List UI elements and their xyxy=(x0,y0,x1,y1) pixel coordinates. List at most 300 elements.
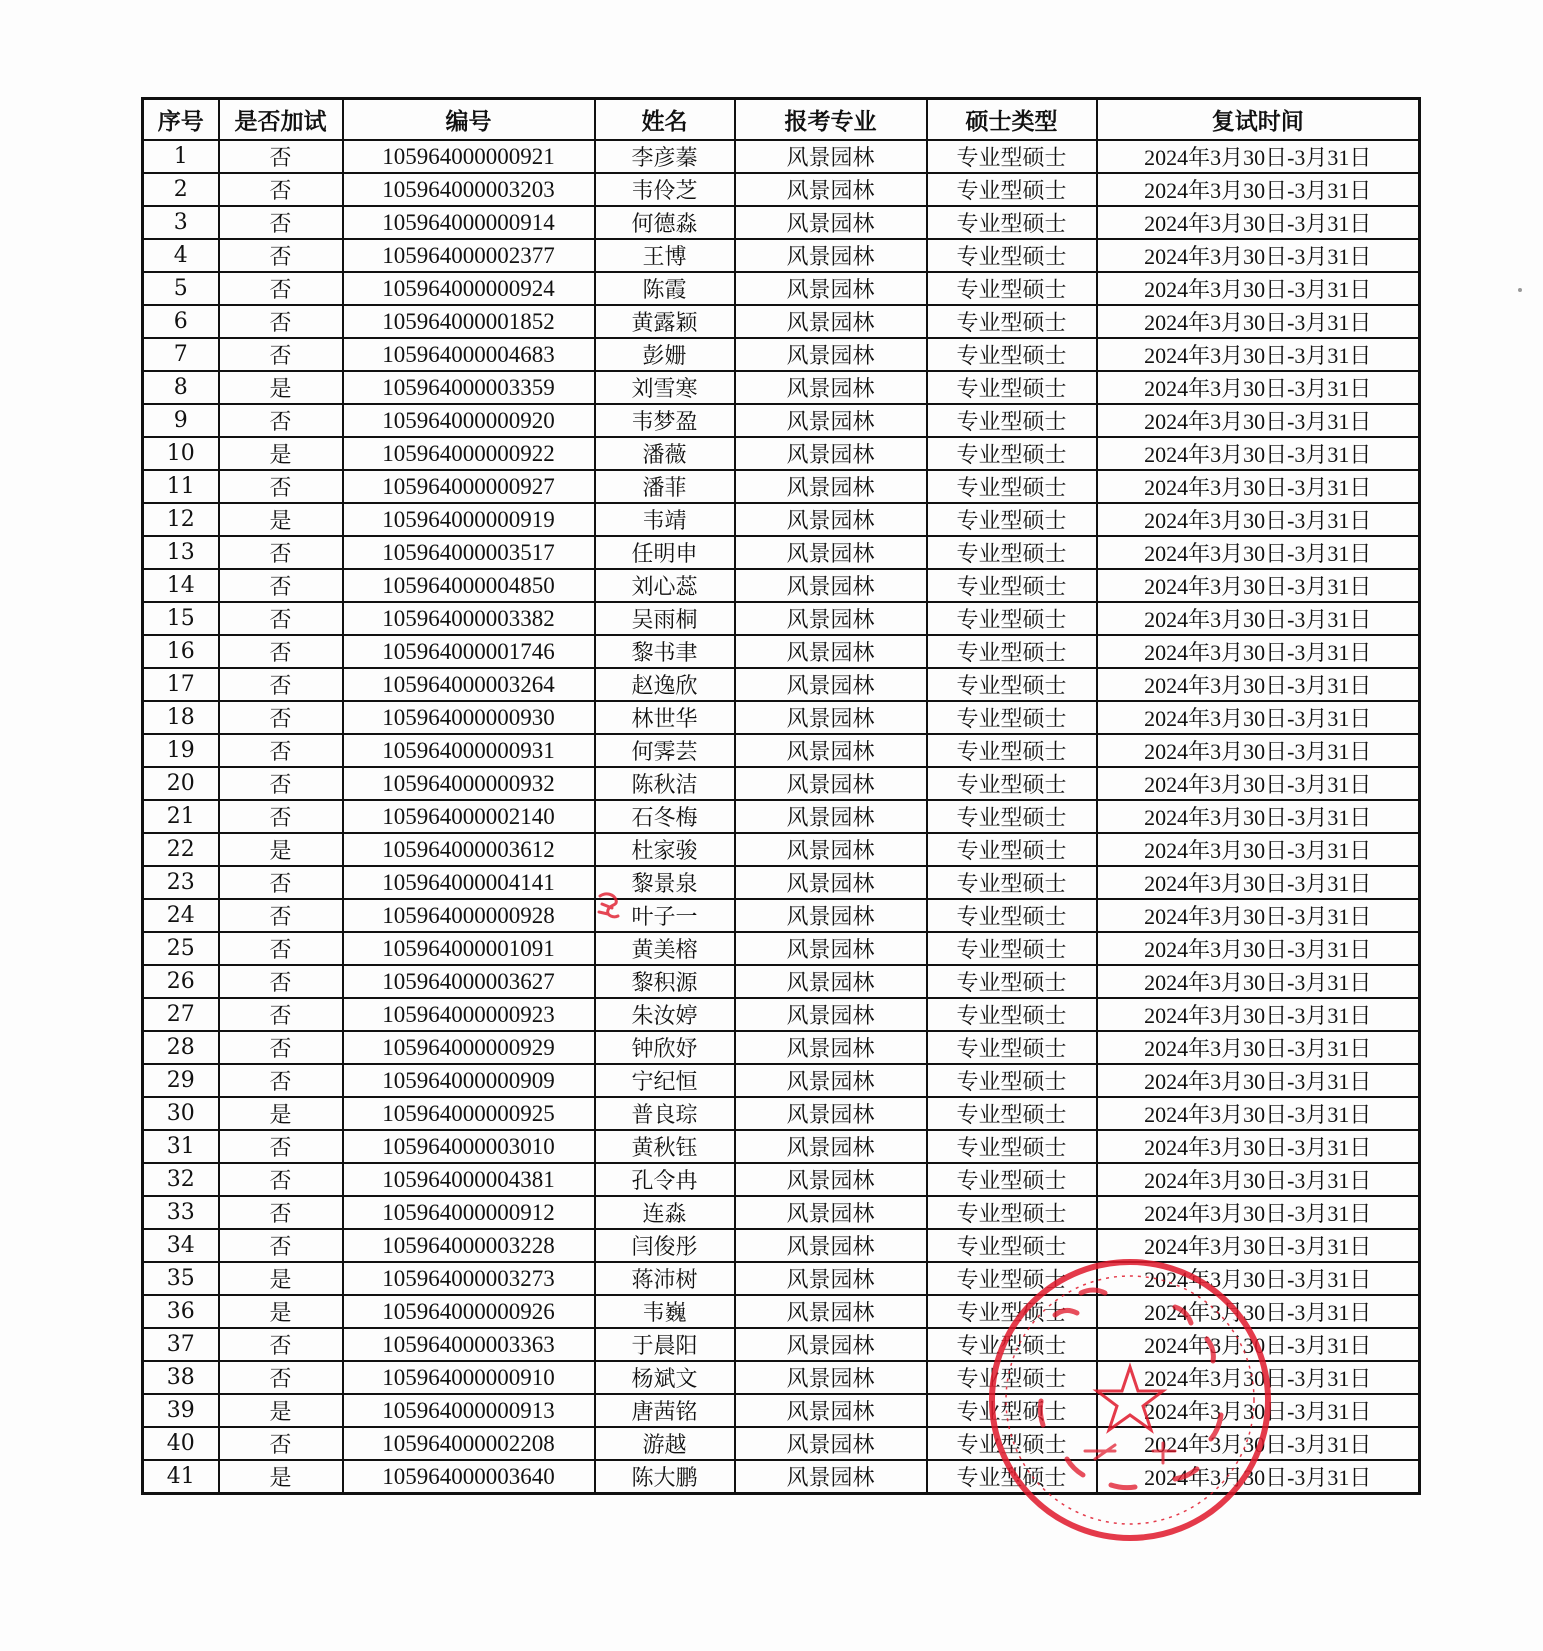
cell-name: 黎积源 xyxy=(595,965,735,998)
cell-index: 1 xyxy=(143,140,219,173)
cell-degree-type: 专业型硕士 xyxy=(927,1229,1097,1262)
cell-name: 黄秋钰 xyxy=(595,1130,735,1163)
table-row xyxy=(143,272,1420,305)
cell-major: 风景园林 xyxy=(735,767,927,800)
cell-major: 风景园林 xyxy=(735,734,927,767)
cell-index: 2 xyxy=(143,173,219,206)
cell-interview-time: 2024年3月30日-3月31日 xyxy=(1097,1229,1420,1262)
cell-id: 105964000001852 xyxy=(343,305,595,338)
cell-major: 风景园林 xyxy=(735,1097,927,1130)
table-row xyxy=(143,1031,1420,1064)
cell-name: 黎景泉 xyxy=(595,866,735,899)
cell-name: 韦伶芝 xyxy=(595,173,735,206)
table-row xyxy=(143,1163,1420,1196)
cell-interview-time: 2024年3月30日-3月31日 xyxy=(1097,833,1420,866)
cell-id: 105964000000923 xyxy=(343,998,595,1031)
cell-index: 19 xyxy=(143,734,219,767)
cell-name: 刘心蕊 xyxy=(595,569,735,602)
cell-major: 风景园林 xyxy=(735,1427,927,1460)
cell-index: 25 xyxy=(143,932,219,965)
cell-degree-type: 专业型硕士 xyxy=(927,767,1097,800)
cell-index: 18 xyxy=(143,701,219,734)
cell-major: 风景园林 xyxy=(735,932,927,965)
header-interview-time: 复试时间 xyxy=(1097,99,1420,141)
cell-extra-exam: 否 xyxy=(219,569,343,602)
cell-name: 潘薇 xyxy=(595,437,735,470)
table-row xyxy=(143,206,1420,239)
cell-major: 风景园林 xyxy=(735,272,927,305)
cell-interview-time: 2024年3月30日-3月31日 xyxy=(1097,602,1420,635)
cell-degree-type: 专业型硕士 xyxy=(927,833,1097,866)
cell-interview-time: 2024年3月30日-3月31日 xyxy=(1097,173,1420,206)
cell-interview-time: 2024年3月30日-3月31日 xyxy=(1097,140,1420,173)
cell-major: 风景园林 xyxy=(735,1163,927,1196)
cell-name: 黄美榕 xyxy=(595,932,735,965)
table-row xyxy=(143,932,1420,965)
cell-id: 105964000003640 xyxy=(343,1460,595,1494)
cell-extra-exam: 否 xyxy=(219,1196,343,1229)
cell-interview-time: 2024年3月30日-3月31日 xyxy=(1097,1460,1420,1494)
cell-degree-type: 专业型硕士 xyxy=(927,635,1097,668)
table-row xyxy=(143,437,1420,470)
cell-extra-exam: 否 xyxy=(219,668,343,701)
cell-degree-type: 专业型硕士 xyxy=(927,272,1097,305)
cell-degree-type: 专业型硕士 xyxy=(927,668,1097,701)
cell-name: 韦靖 xyxy=(595,503,735,536)
cell-degree-type: 专业型硕士 xyxy=(927,206,1097,239)
cell-name: 吴雨桐 xyxy=(595,602,735,635)
cell-extra-exam: 否 xyxy=(219,272,343,305)
cell-name: 闫俊彤 xyxy=(595,1229,735,1262)
cell-index: 12 xyxy=(143,503,219,536)
cell-name: 朱汝婷 xyxy=(595,998,735,1031)
cell-index: 32 xyxy=(143,1163,219,1196)
cell-major: 风景园林 xyxy=(735,1229,927,1262)
cell-interview-time: 2024年3月30日-3月31日 xyxy=(1097,701,1420,734)
cell-id: 105964000002140 xyxy=(343,800,595,833)
cell-extra-exam: 否 xyxy=(219,470,343,503)
cell-id: 105964000000927 xyxy=(343,470,595,503)
table-row xyxy=(143,1394,1420,1427)
cell-degree-type: 专业型硕士 xyxy=(927,1130,1097,1163)
cell-index: 35 xyxy=(143,1262,219,1295)
cell-major: 风景园林 xyxy=(735,1064,927,1097)
cell-degree-type: 专业型硕士 xyxy=(927,503,1097,536)
cell-major: 风景园林 xyxy=(735,536,927,569)
cell-name: 黎书聿 xyxy=(595,635,735,668)
cell-major: 风景园林 xyxy=(735,899,927,932)
cell-degree-type: 专业型硕士 xyxy=(927,470,1097,503)
cell-major: 风景园林 xyxy=(735,1031,927,1064)
cell-extra-exam: 否 xyxy=(219,206,343,239)
cell-id: 105964000000910 xyxy=(343,1361,595,1394)
cell-extra-exam: 否 xyxy=(219,536,343,569)
table-row xyxy=(143,635,1420,668)
cell-major: 风景园林 xyxy=(735,1328,927,1361)
cell-name: 韦巍 xyxy=(595,1295,735,1328)
cell-name: 王博 xyxy=(595,239,735,272)
table-header-row xyxy=(143,99,1420,141)
cell-interview-time: 2024年3月30日-3月31日 xyxy=(1097,734,1420,767)
cell-id: 105964000000920 xyxy=(343,404,595,437)
cell-extra-exam: 否 xyxy=(219,239,343,272)
cell-id: 105964000000931 xyxy=(343,734,595,767)
cell-index: 21 xyxy=(143,800,219,833)
header-major: 报考专业 xyxy=(735,99,927,141)
cell-id: 105964000003359 xyxy=(343,371,595,404)
cell-interview-time: 2024年3月30日-3月31日 xyxy=(1097,767,1420,800)
cell-interview-time: 2024年3月30日-3月31日 xyxy=(1097,536,1420,569)
cell-name: 杨斌文 xyxy=(595,1361,735,1394)
cell-extra-exam: 否 xyxy=(219,635,343,668)
cell-index: 23 xyxy=(143,866,219,899)
cell-interview-time: 2024年3月30日-3月31日 xyxy=(1097,932,1420,965)
cell-id: 105964000000914 xyxy=(343,206,595,239)
cell-id: 105964000004683 xyxy=(343,338,595,371)
cell-extra-exam: 否 xyxy=(219,1427,343,1460)
cell-extra-exam: 否 xyxy=(219,1361,343,1394)
cell-extra-exam: 否 xyxy=(219,800,343,833)
cell-degree-type: 专业型硕士 xyxy=(927,1262,1097,1295)
table-row xyxy=(143,1361,1420,1394)
cell-major: 风景园林 xyxy=(735,1394,927,1427)
cell-id: 105964000001746 xyxy=(343,635,595,668)
table-row xyxy=(143,371,1420,404)
cell-extra-exam: 是 xyxy=(219,1460,343,1494)
cell-interview-time: 2024年3月30日-3月31日 xyxy=(1097,272,1420,305)
header-index: 序号 xyxy=(143,99,219,141)
cell-degree-type: 专业型硕士 xyxy=(927,1295,1097,1328)
table-row xyxy=(143,1064,1420,1097)
cell-degree-type: 专业型硕士 xyxy=(927,1064,1097,1097)
cell-major: 风景园林 xyxy=(735,1361,927,1394)
cell-interview-time: 2024年3月30日-3月31日 xyxy=(1097,1394,1420,1427)
cell-index: 33 xyxy=(143,1196,219,1229)
table-row xyxy=(143,1295,1420,1328)
cell-id: 105964000004381 xyxy=(343,1163,595,1196)
cell-id: 105964000002377 xyxy=(343,239,595,272)
table-row xyxy=(143,965,1420,998)
table-row xyxy=(143,1097,1420,1130)
cell-index: 26 xyxy=(143,965,219,998)
cell-name: 赵逸欣 xyxy=(595,668,735,701)
cell-id: 105964000003382 xyxy=(343,602,595,635)
cell-name: 孔令冉 xyxy=(595,1163,735,1196)
cell-index: 41 xyxy=(143,1460,219,1494)
cell-name: 林世华 xyxy=(595,701,735,734)
cell-interview-time: 2024年3月30日-3月31日 xyxy=(1097,1427,1420,1460)
cell-extra-exam: 是 xyxy=(219,1262,343,1295)
table-row xyxy=(143,899,1420,932)
table-row xyxy=(143,1196,1420,1229)
cell-extra-exam: 否 xyxy=(219,932,343,965)
cell-extra-exam: 是 xyxy=(219,503,343,536)
cell-major: 风景园林 xyxy=(735,239,927,272)
cell-index: 6 xyxy=(143,305,219,338)
cell-degree-type: 专业型硕士 xyxy=(927,734,1097,767)
cell-extra-exam: 否 xyxy=(219,1130,343,1163)
table-row xyxy=(143,1130,1420,1163)
cell-index: 5 xyxy=(143,272,219,305)
cell-extra-exam: 否 xyxy=(219,1031,343,1064)
cell-extra-exam: 否 xyxy=(219,602,343,635)
cell-major: 风景园林 xyxy=(735,437,927,470)
cell-degree-type: 专业型硕士 xyxy=(927,701,1097,734)
header-id: 编号 xyxy=(343,99,595,141)
cell-name: 连淼 xyxy=(595,1196,735,1229)
cell-interview-time: 2024年3月30日-3月31日 xyxy=(1097,965,1420,998)
cell-major: 风景园林 xyxy=(735,965,927,998)
cell-extra-exam: 是 xyxy=(219,833,343,866)
cell-degree-type: 专业型硕士 xyxy=(927,338,1097,371)
cell-major: 风景园林 xyxy=(735,470,927,503)
cell-name: 普良琮 xyxy=(595,1097,735,1130)
cell-index: 29 xyxy=(143,1064,219,1097)
cell-extra-exam: 否 xyxy=(219,1229,343,1262)
cell-index: 40 xyxy=(143,1427,219,1460)
cell-name: 蒋沛树 xyxy=(595,1262,735,1295)
cell-extra-exam: 否 xyxy=(219,899,343,932)
cell-extra-exam: 是 xyxy=(219,1097,343,1130)
cell-extra-exam: 否 xyxy=(219,1328,343,1361)
cell-degree-type: 专业型硕士 xyxy=(927,404,1097,437)
cell-id: 105964000001091 xyxy=(343,932,595,965)
cell-id: 105964000002208 xyxy=(343,1427,595,1460)
table-row xyxy=(143,569,1420,602)
cell-id: 105964000000930 xyxy=(343,701,595,734)
cell-extra-exam: 否 xyxy=(219,1163,343,1196)
cell-name: 宁纪恒 xyxy=(595,1064,735,1097)
cell-id: 105964000000924 xyxy=(343,272,595,305)
cell-name: 唐茜铭 xyxy=(595,1394,735,1427)
cell-id: 105964000000926 xyxy=(343,1295,595,1328)
cell-interview-time: 2024年3月30日-3月31日 xyxy=(1097,1130,1420,1163)
cell-extra-exam: 是 xyxy=(219,1394,343,1427)
header-name: 姓名 xyxy=(595,99,735,141)
table-row xyxy=(143,1229,1420,1262)
cell-major: 风景园林 xyxy=(735,404,927,437)
cell-index: 4 xyxy=(143,239,219,272)
table-row xyxy=(143,602,1420,635)
cell-interview-time: 2024年3月30日-3月31日 xyxy=(1097,899,1420,932)
cell-name: 陈秋洁 xyxy=(595,767,735,800)
table-row xyxy=(143,1460,1420,1494)
cell-major: 风景园林 xyxy=(735,668,927,701)
cell-degree-type: 专业型硕士 xyxy=(927,1031,1097,1064)
cell-index: 22 xyxy=(143,833,219,866)
cell-id: 105964000003363 xyxy=(343,1328,595,1361)
table-row xyxy=(143,503,1420,536)
cell-interview-time: 2024年3月30日-3月31日 xyxy=(1097,305,1420,338)
cell-degree-type: 专业型硕士 xyxy=(927,239,1097,272)
cell-name: 彭姗 xyxy=(595,338,735,371)
cell-major: 风景园林 xyxy=(735,140,927,173)
cell-degree-type: 专业型硕士 xyxy=(927,1427,1097,1460)
cell-degree-type: 专业型硕士 xyxy=(927,899,1097,932)
cell-major: 风景园林 xyxy=(735,173,927,206)
table-row xyxy=(143,338,1420,371)
cell-major: 风景园林 xyxy=(735,338,927,371)
cell-index: 20 xyxy=(143,767,219,800)
cell-interview-time: 2024年3月30日-3月31日 xyxy=(1097,371,1420,404)
cell-extra-exam: 否 xyxy=(219,866,343,899)
cell-index: 36 xyxy=(143,1295,219,1328)
cell-degree-type: 专业型硕士 xyxy=(927,932,1097,965)
cell-interview-time: 2024年3月30日-3月31日 xyxy=(1097,998,1420,1031)
cell-degree-type: 专业型硕士 xyxy=(927,1361,1097,1394)
cell-major: 风景园林 xyxy=(735,206,927,239)
cell-major: 风景园林 xyxy=(735,1196,927,1229)
table-row xyxy=(143,470,1420,503)
cell-index: 15 xyxy=(143,602,219,635)
cell-extra-exam: 是 xyxy=(219,1295,343,1328)
cell-interview-time: 2024年3月30日-3月31日 xyxy=(1097,1097,1420,1130)
table-row xyxy=(143,173,1420,206)
cell-major: 风景园林 xyxy=(735,503,927,536)
cell-name: 李彦蓁 xyxy=(595,140,735,173)
cell-extra-exam: 否 xyxy=(219,140,343,173)
cell-interview-time: 2024年3月30日-3月31日 xyxy=(1097,503,1420,536)
table-row xyxy=(143,998,1420,1031)
cell-interview-time: 2024年3月30日-3月31日 xyxy=(1097,206,1420,239)
cell-interview-time: 2024年3月30日-3月31日 xyxy=(1097,635,1420,668)
cell-major: 风景园林 xyxy=(735,1262,927,1295)
cell-major: 风景园林 xyxy=(735,1460,927,1494)
cell-degree-type: 专业型硕士 xyxy=(927,602,1097,635)
cell-name: 何霁芸 xyxy=(595,734,735,767)
scan-speck xyxy=(1518,288,1522,292)
cell-extra-exam: 否 xyxy=(219,173,343,206)
cell-degree-type: 专业型硕士 xyxy=(927,965,1097,998)
cell-id: 105964000004141 xyxy=(343,866,595,899)
cell-index: 13 xyxy=(143,536,219,569)
cell-degree-type: 专业型硕士 xyxy=(927,1394,1097,1427)
cell-interview-time: 2024年3月30日-3月31日 xyxy=(1097,569,1420,602)
cell-degree-type: 专业型硕士 xyxy=(927,569,1097,602)
table-row xyxy=(143,701,1420,734)
cell-id: 105964000003627 xyxy=(343,965,595,998)
cell-extra-exam: 否 xyxy=(219,998,343,1031)
cell-id: 105964000003264 xyxy=(343,668,595,701)
cell-interview-time: 2024年3月30日-3月31日 xyxy=(1097,470,1420,503)
cell-interview-time: 2024年3月30日-3月31日 xyxy=(1097,1361,1420,1394)
table-row xyxy=(143,734,1420,767)
table-row xyxy=(143,140,1420,173)
cell-interview-time: 2024年3月30日-3月31日 xyxy=(1097,1064,1420,1097)
cell-interview-time: 2024年3月30日-3月31日 xyxy=(1097,668,1420,701)
cell-degree-type: 专业型硕士 xyxy=(927,1163,1097,1196)
cell-degree-type: 专业型硕士 xyxy=(927,998,1097,1031)
cell-name: 游越 xyxy=(595,1427,735,1460)
cell-id: 105964000000928 xyxy=(343,899,595,932)
cell-major: 风景园林 xyxy=(735,305,927,338)
table-body xyxy=(143,140,1420,1494)
cell-major: 风景园林 xyxy=(735,866,927,899)
table-row xyxy=(143,239,1420,272)
cell-extra-exam: 否 xyxy=(219,965,343,998)
cell-interview-time: 2024年3月30日-3月31日 xyxy=(1097,1262,1420,1295)
cell-degree-type: 专业型硕士 xyxy=(927,1097,1097,1130)
cell-interview-time: 2024年3月30日-3月31日 xyxy=(1097,437,1420,470)
cell-degree-type: 专业型硕士 xyxy=(927,140,1097,173)
cell-index: 30 xyxy=(143,1097,219,1130)
cell-interview-time: 2024年3月30日-3月31日 xyxy=(1097,239,1420,272)
cell-interview-time: 2024年3月30日-3月31日 xyxy=(1097,866,1420,899)
cell-index: 27 xyxy=(143,998,219,1031)
cell-id: 105964000000919 xyxy=(343,503,595,536)
cell-id: 105964000000909 xyxy=(343,1064,595,1097)
cell-id: 105964000000929 xyxy=(343,1031,595,1064)
table-row xyxy=(143,404,1420,437)
cell-degree-type: 专业型硕士 xyxy=(927,371,1097,404)
cell-id: 105964000004850 xyxy=(343,569,595,602)
cell-id: 105964000000932 xyxy=(343,767,595,800)
table-row xyxy=(143,1262,1420,1295)
cell-index: 38 xyxy=(143,1361,219,1394)
cell-major: 风景园林 xyxy=(735,800,927,833)
cell-index: 10 xyxy=(143,437,219,470)
cell-degree-type: 专业型硕士 xyxy=(927,437,1097,470)
cell-interview-time: 2024年3月30日-3月31日 xyxy=(1097,404,1420,437)
cell-major: 风景园林 xyxy=(735,635,927,668)
cell-id: 105964000000922 xyxy=(343,437,595,470)
cell-extra-exam: 否 xyxy=(219,1064,343,1097)
cell-name: 潘菲 xyxy=(595,470,735,503)
cell-interview-time: 2024年3月30日-3月31日 xyxy=(1097,1031,1420,1064)
table-row xyxy=(143,668,1420,701)
cell-major: 风景园林 xyxy=(735,602,927,635)
cell-degree-type: 专业型硕士 xyxy=(927,173,1097,206)
cell-index: 37 xyxy=(143,1328,219,1361)
cell-extra-exam: 否 xyxy=(219,338,343,371)
cell-extra-exam: 否 xyxy=(219,305,343,338)
cell-id: 105964000003273 xyxy=(343,1262,595,1295)
cell-id: 105964000003010 xyxy=(343,1130,595,1163)
cell-name: 何德淼 xyxy=(595,206,735,239)
cell-index: 39 xyxy=(143,1394,219,1427)
cell-name: 陈大鹏 xyxy=(595,1460,735,1494)
cell-index: 24 xyxy=(143,899,219,932)
cell-degree-type: 专业型硕士 xyxy=(927,866,1097,899)
cell-name: 刘雪寒 xyxy=(595,371,735,404)
cell-degree-type: 专业型硕士 xyxy=(927,1196,1097,1229)
table-row xyxy=(143,767,1420,800)
cell-extra-exam: 是 xyxy=(219,371,343,404)
cell-major: 风景园林 xyxy=(735,701,927,734)
cell-extra-exam: 否 xyxy=(219,734,343,767)
cell-index: 7 xyxy=(143,338,219,371)
cell-index: 34 xyxy=(143,1229,219,1262)
cell-extra-exam: 否 xyxy=(219,701,343,734)
cell-name: 黄露颖 xyxy=(595,305,735,338)
cell-index: 9 xyxy=(143,404,219,437)
cell-name: 陈霞 xyxy=(595,272,735,305)
cell-major: 风景园林 xyxy=(735,569,927,602)
cell-index: 8 xyxy=(143,371,219,404)
cell-id: 105964000000921 xyxy=(343,140,595,173)
cell-index: 14 xyxy=(143,569,219,602)
table-row xyxy=(143,1328,1420,1361)
cell-id: 105964000003203 xyxy=(343,173,595,206)
cell-degree-type: 专业型硕士 xyxy=(927,1460,1097,1494)
cell-id: 105964000000912 xyxy=(343,1196,595,1229)
cell-name: 叶子一 xyxy=(595,899,735,932)
cell-id: 105964000003517 xyxy=(343,536,595,569)
cell-interview-time: 2024年3月30日-3月31日 xyxy=(1097,1328,1420,1361)
cell-degree-type: 专业型硕士 xyxy=(927,536,1097,569)
candidate-table xyxy=(141,97,1421,1495)
cell-interview-time: 2024年3月30日-3月31日 xyxy=(1097,338,1420,371)
